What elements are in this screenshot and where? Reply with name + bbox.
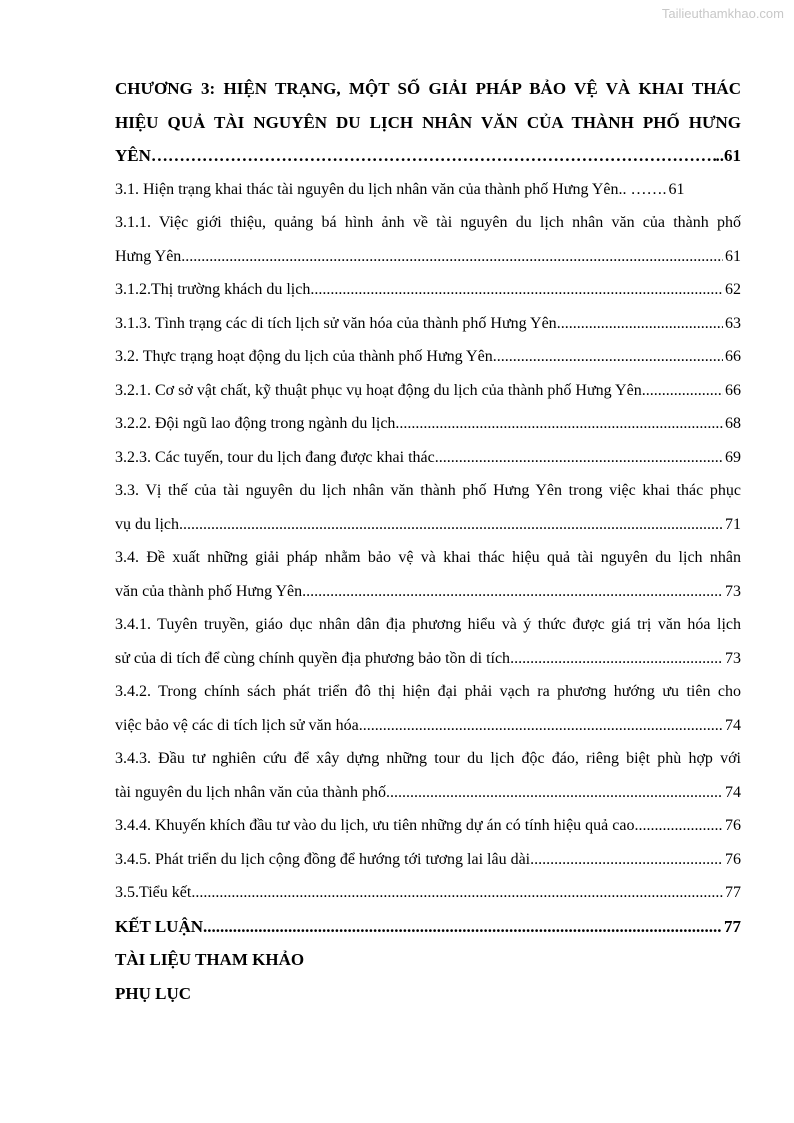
toc-entry-text: vụ du lịch (115, 515, 179, 533)
toc-entry-text: 3.1.3. Tình trạng các di tích lịch sử văn hóa của thành phố Hưng Yên (115, 314, 557, 332)
toc-entry[interactable] (115, 72, 741, 173)
toc-entry-last-line (115, 173, 741, 207)
dot-leader (435, 441, 723, 475)
dot-leader (557, 307, 723, 341)
toc-page-number: 71 (725, 515, 741, 533)
toc-entry-text: 3.5.Tiểu kết (115, 884, 192, 901)
toc-entry-text: 3.2.3. Các tuyến, tour du lịch đang được khai thác (115, 448, 435, 466)
dot-leader (386, 776, 723, 810)
toc-entry[interactable] (115, 374, 741, 408)
toc-entry-last-line (115, 340, 741, 374)
dot-leader (642, 374, 723, 408)
dot-leader (181, 240, 723, 274)
toc-entry[interactable] (115, 273, 741, 307)
toc-entry-last-line (115, 407, 741, 441)
toc-entry[interactable] (115, 943, 741, 977)
toc-page-number: 77 (725, 884, 741, 901)
toc-entry-last-line (115, 843, 741, 877)
toc-page-number: 73 (725, 582, 741, 600)
toc-entry-line: CHƯƠNG 3: HIỆN TRẠNG, MỘT SỐ GIẢI PHÁP BẢO VỆ VÀ KHAI THÁC (115, 79, 741, 98)
toc-entry[interactable] (115, 675, 741, 742)
toc-entry-text: 3.4.4. Khuyến khích đầu tư vào du lịch, ưu tiên những dự án có tính hiệu quả cao (115, 817, 635, 834)
toc-page-number: 73 (725, 649, 741, 667)
toc-entry-line: HIỆU QUẢ TÀI NGUYÊN DU LỊCH NHÂN VĂN CỦA THÀNH PHỐ HƯNG (115, 112, 741, 132)
toc-entry[interactable] (115, 441, 741, 475)
toc-entry-last-line (115, 307, 741, 341)
toc-entry-line: 3.4.2. Trong chính sách phát triển đô thị hiện đại phải vạch ra phương hướng ưu tiên cho (115, 683, 741, 700)
dot-leader (359, 709, 723, 743)
toc-entry-line: 3.4.1. Tuyên truyền, giáo dục nhân dân địa phương hiểu và ý thức được giá trị văn hóa lịch (115, 616, 741, 633)
toc-page-number: ..61 (715, 146, 741, 165)
toc-entry-last-line (115, 508, 741, 542)
watermark: Tailieuthamkhao.com (661, 6, 784, 21)
dot-leader (151, 139, 716, 173)
toc-page-number: 62 (725, 281, 741, 298)
toc-entry[interactable] (115, 173, 741, 207)
dot-leader (634, 809, 723, 843)
dot-leader (310, 273, 723, 307)
toc-entry-last-line (115, 776, 741, 810)
toc-entry-last-line (115, 441, 741, 475)
dot-leader (203, 910, 722, 944)
toc-page-number: 76 (725, 817, 741, 834)
dot-leader (179, 508, 723, 542)
toc-entry[interactable] (115, 474, 741, 541)
dot-leader (510, 642, 723, 676)
dot-leader (191, 876, 723, 910)
toc-entry-last-line (115, 139, 741, 173)
toc-entry[interactable] (115, 809, 741, 843)
toc-entry[interactable] (115, 340, 741, 374)
dot-leader (395, 407, 723, 441)
toc-entry[interactable] (115, 742, 741, 809)
toc-entry[interactable] (115, 307, 741, 341)
toc-entry-text: tài nguyên du lịch nhân văn của thành phố (115, 783, 387, 801)
toc-entry-text: sử của di tích để cùng chính quyền địa phương bảo tồn di tích (115, 649, 511, 667)
toc-page-number: 76 (725, 850, 741, 868)
toc-page-number: 66 (725, 381, 741, 399)
toc-entry-last-line (115, 876, 741, 910)
toc-entry[interactable] (115, 876, 741, 910)
toc-entry-line: 3.4. Đề xuất những giải pháp nhằm bảo vệ và khai thác hiệu quả tài nguyên du lịch nhân (115, 549, 741, 566)
toc-page-number: 61 (668, 180, 685, 198)
toc-entry-text: 3.2.1. Cơ sở vật chất, kỹ thuật phục vụ hoạt động du lịch của thành phố Hưng Yên (115, 381, 642, 399)
toc-page-number: 77 (724, 916, 741, 936)
toc-page-number: 74 (725, 783, 741, 801)
toc-entry-last-line (115, 273, 741, 307)
toc-entry-last-line (115, 575, 741, 609)
toc-entry-text: YÊN (115, 146, 151, 165)
toc-entry-last-line (115, 240, 741, 274)
toc-entry[interactable] (115, 608, 741, 675)
toc-entry-text: 3.2. Thực trạng hoạt động du lịch của thành phố Hưng Yên (115, 348, 493, 365)
toc-page-number: 74 (725, 716, 741, 734)
toc-page-number: 63 (725, 314, 741, 332)
toc-entry-title: TÀI LIỆU THAM KHẢO (115, 950, 305, 969)
toc-entry-line: 3.1.1. Việc giới thiệu, quảng bá hình ảnh về tài nguyên du lịch nhân văn của thành phố (115, 214, 741, 231)
toc-entry[interactable] (115, 407, 741, 441)
toc-entry-last-line (115, 709, 741, 743)
toc-entry-line: 3.4.3. Đầu tư nghiên cứu để xây dựng những tour du lịch độc đáo, riêng biệt phù hợp với (115, 750, 741, 767)
toc-entry-last-line (115, 642, 741, 676)
toc-page-number: 69 (725, 448, 741, 466)
toc-entry[interactable] (115, 541, 741, 608)
toc-entry[interactable] (115, 910, 741, 944)
toc-entry-last-line (115, 809, 741, 843)
toc-entry-last-line (115, 910, 741, 944)
toc-entry[interactable] (115, 977, 741, 1011)
toc-entry-text: KẾT LUẬN (115, 916, 204, 936)
toc-page-number: 66 (725, 348, 741, 365)
toc-entry-text: văn của thành phố Hưng Yên (115, 582, 303, 600)
toc-entry-line: 3.3. Vị thế của tài nguyên du lịch nhân văn thành phố Hưng Yên trong việc khai thác phục (115, 482, 741, 499)
table-of-contents (115, 72, 741, 1010)
dot-leader (493, 340, 723, 374)
toc-entry-text: 3.1.2.Thị trường khách du lịch (115, 281, 311, 298)
toc-entry-text: Hưng Yên (115, 247, 182, 265)
toc-entry-title: PHỤ LỤC (115, 983, 192, 1003)
toc-entry-text: 3.1. Hiện trạng khai thác tài nguyên du lịch nhân văn của thành phố Hưng Yên.. ……. (115, 180, 667, 198)
toc-entry[interactable] (115, 843, 741, 877)
toc-entry-text: 3.2.2. Đội ngũ lao động trong ngành du lịch (115, 415, 396, 432)
toc-page-number: 61 (725, 247, 741, 265)
dot-leader (530, 843, 723, 877)
dot-leader (302, 575, 723, 609)
toc-page-number: 68 (725, 415, 741, 432)
toc-entry[interactable] (115, 206, 741, 273)
toc-entry-last-line (115, 374, 741, 408)
toc-entry-text: việc bảo vệ các di tích lịch sử văn hóa (115, 716, 359, 734)
toc-entry-text: 3.4.5. Phát triển du lịch cộng đồng để hướng tới tương lai lâu dài (115, 850, 531, 868)
